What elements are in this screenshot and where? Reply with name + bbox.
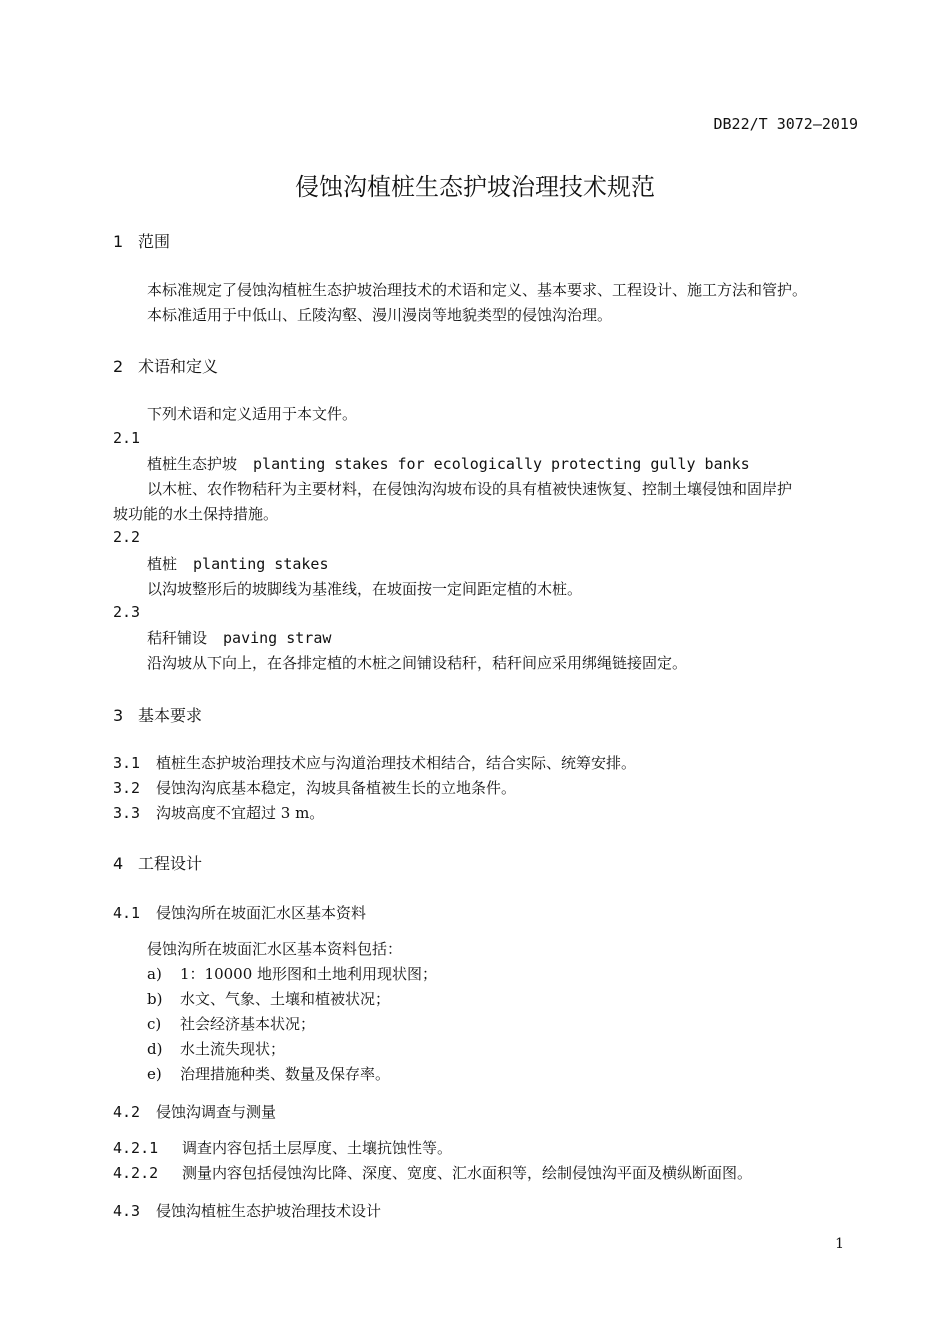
subsection-heading — [113, 902, 366, 923]
list-text: 1：10000 地形图和土地利用现状图； — [180, 965, 438, 983]
term-zh: 植桩生态护坡 — [147, 455, 238, 473]
list-marker: d) — [147, 1040, 163, 1058]
term-number: 2.1 — [113, 429, 141, 447]
paragraph: 本标准规定了侵蚀沟植桩生态护坡治理技术的术语和定义、基本要求、工程设计、施工方法和管护。 — [147, 281, 808, 299]
list-item — [147, 1013, 315, 1034]
clause-text: 植桩生态护坡治理技术应与沟道治理技术相结合，结合实际、统筹安排。 — [156, 754, 637, 772]
section-heading-design — [113, 851, 202, 874]
term-definition: 以沟坡整形后的坡脚线为基准线，在坡面按一定间距定植的木桩。 — [147, 580, 583, 598]
clause — [113, 752, 636, 773]
list-item — [147, 988, 390, 1009]
clause-text: 侵蚀沟沟底基本稳定，沟坡具备植被生长的立地条件。 — [156, 779, 517, 797]
section-title: 基本要求 — [138, 706, 203, 725]
paragraph: 本标准适用于中低山、丘陵沟壑、漫川漫岗等地貌类型的侵蚀沟治理。 — [147, 306, 613, 324]
section-title: 范围 — [138, 232, 171, 251]
section-number: 4 — [113, 854, 124, 873]
subsection-title: 侵蚀沟所在坡面汇水区基本资料 — [156, 904, 367, 922]
document-title: 侵蚀沟植桩生态护坡治理技术规范 — [295, 173, 655, 201]
term-number: 2.2 — [113, 528, 141, 546]
term-number: 2.3 — [113, 603, 141, 621]
subsection-heading — [113, 1200, 381, 1221]
section-number: 2 — [113, 357, 124, 376]
subsection-title: 侵蚀沟植桩生态护坡治理技术设计 — [156, 1202, 382, 1220]
list-text: 治理措施种类、数量及保存率。 — [180, 1065, 391, 1083]
clause — [113, 802, 324, 823]
section-number: 1 — [113, 232, 124, 251]
list-text: 水文、气象、土壤和植被状况； — [180, 990, 391, 1008]
list-marker: b) — [147, 990, 163, 1008]
term-definition: 沿沟坡从下向上，在各排定植的木桩之间铺设秸秆，秸秆间应采用绑绳链接固定。 — [147, 654, 688, 672]
list-text: 社会经济基本状况； — [180, 1015, 316, 1033]
term-definition-cont: 坡功能的水土保持措施。 — [113, 505, 279, 523]
clause-text: 沟坡高度不宜超过 3 m。 — [156, 804, 325, 822]
term-entry — [147, 627, 331, 648]
clause-number: 4.2.1 — [113, 1139, 159, 1157]
list-marker: a) — [147, 965, 162, 983]
page-number: 1 — [835, 1236, 844, 1252]
list-text: 水土流失现状； — [180, 1040, 286, 1058]
clause — [113, 1137, 452, 1158]
section-heading-requirements — [113, 703, 202, 726]
term-entry — [147, 453, 750, 474]
section-heading-terms — [113, 354, 218, 377]
subsection-number: 4.3 — [113, 1202, 141, 1220]
subsection-heading — [113, 1101, 276, 1122]
term-zh: 植桩 — [147, 555, 178, 573]
standard-number: DB22/T 3072—2019 — [713, 115, 858, 133]
clause-text: 测量内容包括侵蚀沟比降、深度、宽度、汇水面积等，绘制侵蚀沟平面及横纵断面图。 — [182, 1164, 753, 1182]
term-entry — [147, 553, 328, 574]
list-item — [147, 1038, 285, 1059]
subsection-number: 4.1 — [113, 904, 141, 922]
list-item — [147, 963, 437, 984]
clause-number: 3.1 — [113, 754, 141, 772]
section-title: 工程设计 — [138, 854, 203, 873]
clause-text: 调查内容包括土层厚度、土壤抗蚀性等。 — [182, 1139, 453, 1157]
paragraph: 侵蚀沟所在坡面汇水区基本资料包括： — [147, 940, 403, 958]
list-marker: e) — [147, 1065, 162, 1083]
section-number: 3 — [113, 706, 124, 725]
clause-number: 4.2.2 — [113, 1164, 159, 1182]
term-en: planting stakes — [193, 555, 329, 573]
clause — [113, 1162, 752, 1183]
subsection-title: 侵蚀沟调查与测量 — [156, 1103, 277, 1121]
clause-number: 3.3 — [113, 804, 141, 822]
list-item — [147, 1063, 390, 1084]
section-title: 术语和定义 — [138, 357, 219, 376]
section-heading-scope — [113, 229, 170, 252]
clause — [113, 777, 516, 798]
term-definition: 以木桩、农作物秸秆为主要材料，在侵蚀沟沟坡布设的具有植被快速恢复、控制土壤侵蚀和固岸护 — [147, 480, 793, 498]
term-en: planting stakes for ecologically protecting gully banks — [253, 455, 750, 473]
subsection-number: 4.2 — [113, 1103, 141, 1121]
paragraph: 下列术语和定义适用于本文件。 — [147, 405, 358, 423]
clause-number: 3.2 — [113, 779, 141, 797]
term-en: paving straw — [223, 629, 332, 647]
term-zh: 秸秆铺设 — [147, 629, 208, 647]
list-marker: c) — [147, 1015, 162, 1033]
